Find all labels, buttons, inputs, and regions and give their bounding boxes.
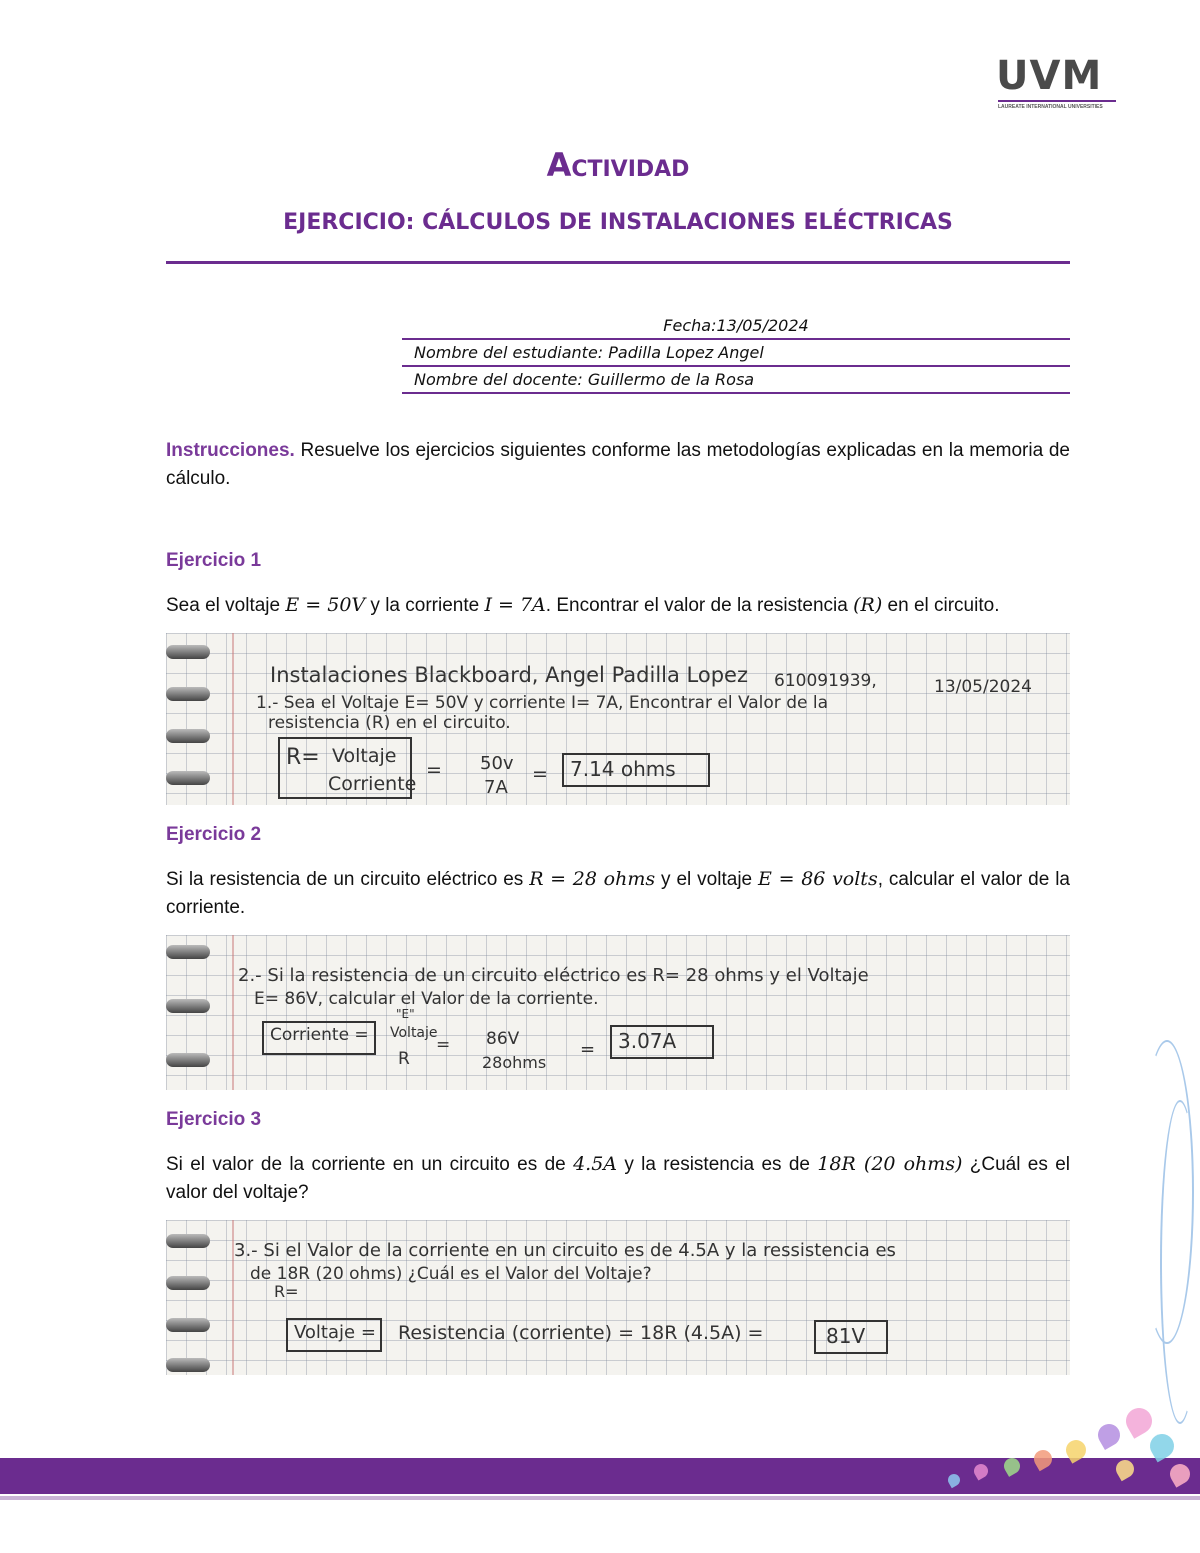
info-divider [402,338,1070,340]
exercise-2-notebook-photo [166,935,1070,1090]
exercise-3-heading: Ejercicio 3 [166,1109,262,1130]
exercise-1-notebook-photo [166,633,1070,805]
handwritten-line: Voltaje [390,1025,438,1041]
text-run: en el circuito. [882,595,1000,616]
uvm-logo [996,53,1122,112]
logo-letters: UVM [996,53,1103,99]
handwritten-line: 1.- Sea el Voltaje E= 50V y corriente I= 7A, Encontrar el Valor de la [256,693,828,713]
notebook-margin [232,935,234,1090]
handwritten-line: Voltaje = [294,1322,376,1343]
exercise-3-notebook-photo [166,1220,1070,1375]
text-run: y la resistencia es de [617,1154,818,1175]
text-run: y el voltaje [655,869,759,890]
instructions-paragraph [166,437,1070,493]
handwritten-line: "E" [396,1007,415,1021]
handwritten-line: Resistencia (corriente) = 18R (4.5A) = [398,1322,764,1344]
math-expression: I = 7A [484,594,546,616]
page-subtitle: EJERCICIO: CÁLCULOS DE INSTALACIONES ELÉCTRICAS [283,210,953,235]
info-divider [402,392,1070,394]
spiral-ring [166,999,210,1013]
text-run: Sea el voltaje [166,595,286,616]
decorative-swirl [1160,1100,1200,1424]
math-expression: R = 28 ohms [529,868,656,890]
flower-petal [1113,1457,1138,1482]
handwritten-line: R= [286,745,320,770]
info-divider [402,365,1070,367]
teacher-name-field: Nombre del docente: Guillermo de la Rosa [414,370,755,389]
handwritten-line: = [436,1035,451,1055]
handwritten-line: = [426,759,442,781]
spiral-ring [166,729,210,743]
handwritten-line: 7A [484,777,508,798]
handwritten-line: 610091939, [774,671,877,691]
handwritten-result: 7.14 ohms [570,757,676,781]
handwritten-line: 50v [480,753,514,774]
spiral-ring [166,1276,210,1290]
page-title: Actividad [546,146,690,184]
flower-petal [1146,1430,1179,1463]
flower-petal [946,1472,962,1488]
decorative-flowers [930,1404,1200,1500]
flower-petal [1001,1455,1023,1477]
handwritten-result: 81V [826,1324,866,1348]
handwritten-line: Voltaje [332,745,397,767]
exercise-3-statement [166,1150,1070,1207]
handwritten-line: Instalaciones Blackboard, Angel Padilla Lopez [270,663,748,687]
handwritten-line: 28ohms [482,1053,547,1072]
handwritten-result: 3.07A [618,1029,677,1053]
notebook-margin [232,633,234,805]
student-name-field: Nombre del estudiante: Padilla Lopez Angel [414,343,764,362]
spiral-ring [166,645,210,659]
math-expression: E = 50V [285,594,366,616]
flower-petal [1062,1436,1089,1463]
text-run: y la corriente [365,595,485,616]
handwritten-line: 2.- Si la resistencia de un circuito eléctrico es R= 28 ohms y el Voltaje [238,965,869,986]
handwritten-line: 86V [486,1029,520,1049]
text-run: . Encontrar el valor de la resistencia [545,595,854,616]
handwritten-line: R [398,1049,410,1069]
handwritten-line: resistencia (R) en el circuito. [268,713,511,733]
handwritten-line: = [580,1039,596,1060]
handwritten-line: Corriente [328,773,417,795]
logo-tagline: LAUREATE INTERNATIONAL UNIVERSITIES [998,104,1103,110]
math-expression: 18R (20 ohms) [817,1153,963,1175]
exercise-2-heading: Ejercicio 2 [166,824,262,845]
spiral-ring [166,1358,210,1372]
handwritten-line: Corriente = [270,1025,369,1045]
spiral-ring [166,945,210,959]
exercise-1-heading: Ejercicio 1 [166,550,262,571]
handwritten-line: R= [274,1282,299,1301]
spiral-ring [166,1318,210,1332]
flower-petal [1166,1460,1193,1487]
date-field: Fecha:13/05/2024 [663,316,809,335]
handwritten-line: de 18R (20 ohms) ¿Cuál es el Valor del Voltaje? [250,1264,652,1284]
math-expression: E = 86 volts [758,868,878,890]
handwritten-line: 3.- Si el Valor de la corriente en un circuito es de 4.5A y la ressistencia es [234,1240,896,1261]
spiral-ring [166,1053,210,1067]
text-run: , calcular el valor de la corriente. [166,869,1070,918]
exercise-1-statement [166,591,1070,620]
spiral-ring [166,771,210,785]
text-run: Si la resistencia de un circuito eléctrico es [166,869,530,890]
text-run: Si el valor de la corriente en un circuito es de [166,1154,574,1175]
handwritten-line: E= 86V, calcular el Valor de la corriente. [254,989,599,1009]
spiral-ring [166,1234,210,1248]
flower-petal [1031,1447,1056,1472]
flower-petal [971,1461,990,1480]
exercise-2-statement [166,865,1070,922]
instructions-text: Resuelve los ejercicios siguientes conforme las metodologías explicadas en la memoria de cálculo. [166,440,1070,489]
flower-petal [1094,1420,1124,1450]
spiral-ring [166,687,210,701]
title-divider [166,261,1070,264]
flower-petal [1121,1403,1157,1439]
instructions-label: Instrucciones. [166,440,295,461]
math-expression: 4.5A [573,1153,617,1175]
handwritten-line: = [532,763,548,785]
math-expression: (R) [853,594,883,616]
handwritten-line: 13/05/2024 [934,677,1032,697]
logo-bar [998,100,1116,102]
text-run: ¿Cuál es el valor del voltaje? [166,1154,1070,1203]
